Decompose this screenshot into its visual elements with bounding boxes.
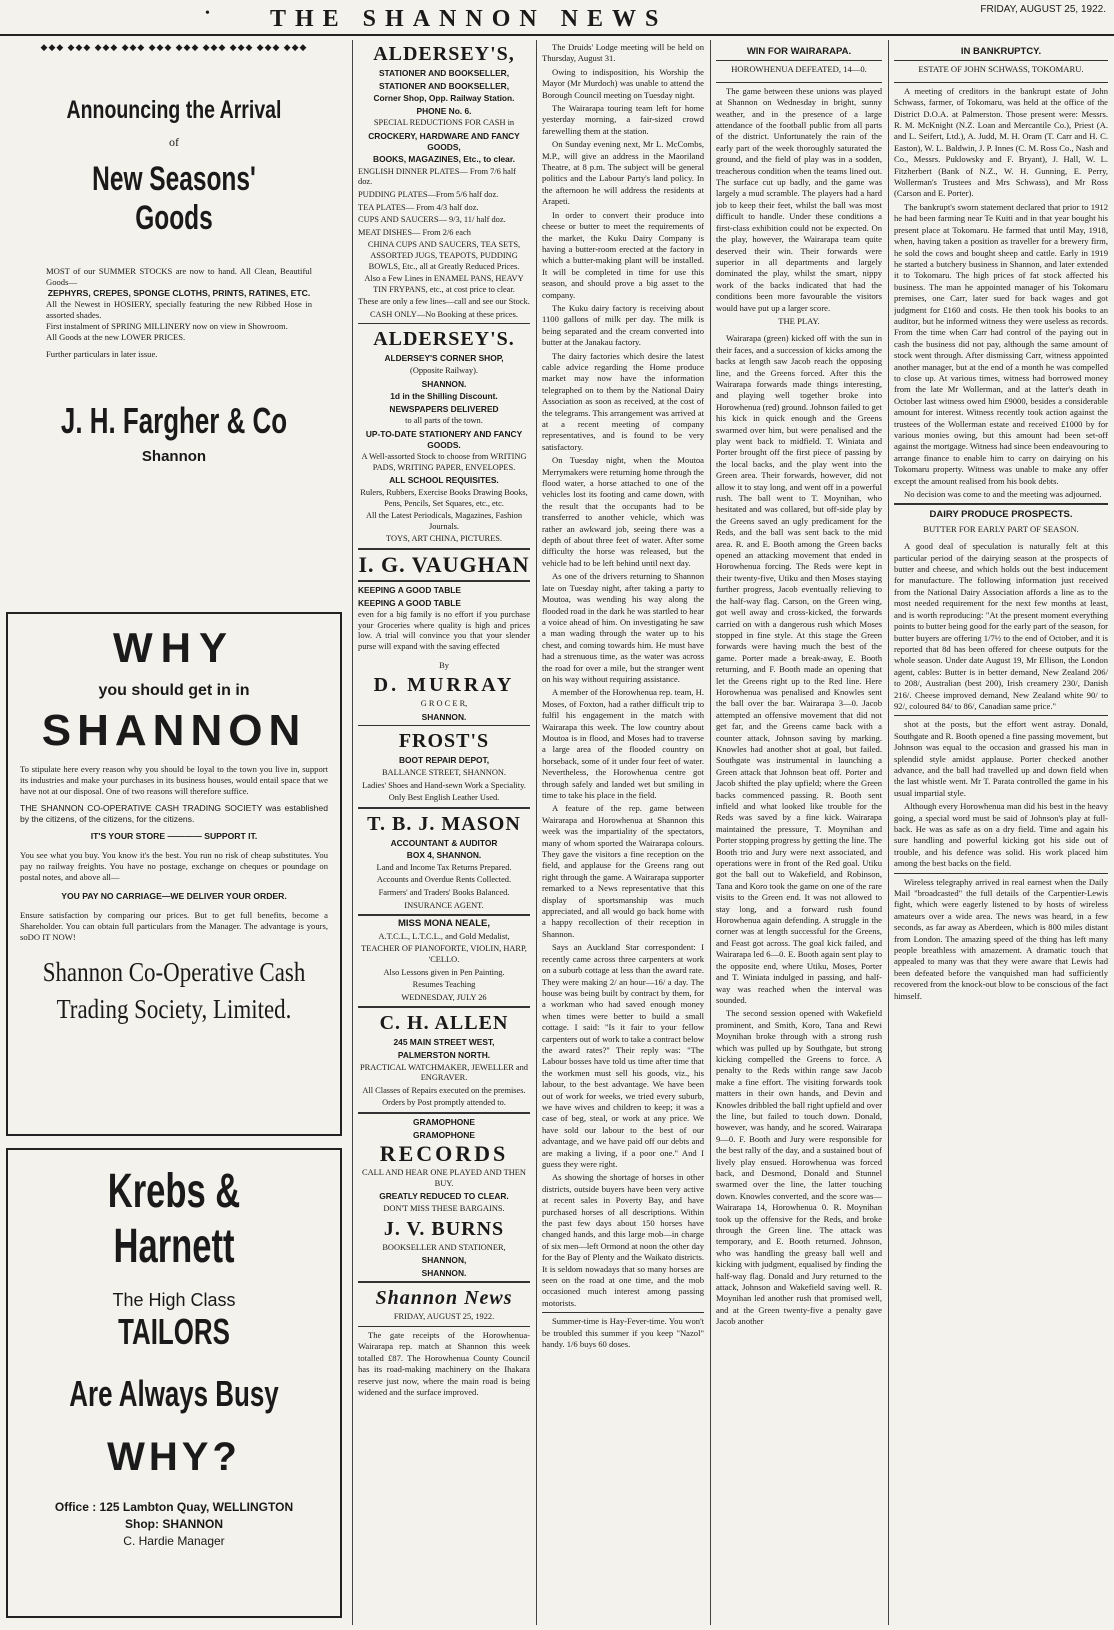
ad-line: GRAMOPHONE bbox=[413, 1116, 475, 1127]
ad-line: GREATLY REDUCED TO CLEAR. bbox=[379, 1191, 509, 1202]
news-paragraph: As showing the shortage of horses in other districts, outside buyers have been very active at recent sales in Poverty Bay, and have purchased horses of all descriptions. Within the past few days about 150 horses have changed hands, and this large mob—in charge of six men—left Ormond at noon the other day for the Bay of Plenty and the Waikato districts. It is seldom nowadays that so many horses are seen on the road at one time, and the mob occasioned much interest among passing motorists. bbox=[542, 1172, 704, 1308]
ad-line: All Classes of Repairs executed on the premises. bbox=[362, 1085, 526, 1095]
flag-date: FRIDAY, AUGUST 25, 1922. bbox=[393, 1312, 495, 1322]
article-subhead: THE PLAY. bbox=[778, 315, 820, 326]
krebs-line: The High Class bbox=[112, 1290, 236, 1310]
ad-line: CALL AND HEAR ONE PLAYED AND THEN BUY. bbox=[362, 1168, 526, 1188]
allen-name: C. H. ALLEN bbox=[379, 1012, 509, 1035]
ad-line: Also Lessons given in Pen Painting. bbox=[383, 967, 505, 977]
coop-para: You see what you buy. You know it's the best. You run no risk of cheap substitutes. You pay no railway freights. You have no postage, exchange on cheques or poundage on postal notes, and above all— bbox=[20, 850, 328, 882]
fargher-para: MOST of our SUMMER STOCKS are now to hand. All Clean, Beautiful Goods— bbox=[46, 266, 312, 287]
aldersey-name: ALDERSEY'S. bbox=[373, 328, 515, 351]
article-paragraph: A meeting of creditors in the bankrupt estate of John Schwass, farmer, of Tokomaru, was held at the office of the District D.O.A. at Palmerston. Those present were: Messrs. R. M. McKnight (N.Z. Loan and Mercantile Co.), Priest (A. and L. Seifert, Ltd.), A. Judd, M. H. Oram (T. Carr and H. C. Easton), W. L. Baldwin, J. P. Innes (C. M. Ross Co., Nash and Co., Messrs. Puklowsky and F. Bryant), J. Hall, W. L. Fitzherbert (Bank of N.Z., W. H. Gunning, E. Perry, Wollerman's Trustees and Mrs Schwass), and Mr Ross (Carson and E. Porter). bbox=[894, 85, 1108, 199]
fargher-headline-2: of bbox=[169, 135, 179, 149]
article-headline: WIN FOR WAIRARAPA. bbox=[746, 46, 852, 57]
article-subhead: HOROWHENUA DEFEATED, 14—0. bbox=[731, 64, 867, 75]
ornament-border: ◆◆◆ ◆◆◆ ◆◆◆ ◆◆◆ ◆◆◆ ◆◆◆ ◆◆◆ ◆◆◆ ◆◆◆ ◆◆◆ bbox=[40, 42, 308, 52]
ad-line: ALL SCHOOL REQUISITES. bbox=[389, 475, 499, 486]
ad-line: Only Best English Leather Used. bbox=[388, 793, 500, 803]
fargher-headline-1: Announcing the Arrival bbox=[66, 96, 282, 124]
fargher-town: Shannon bbox=[141, 448, 207, 465]
vaughan-name: I. G. VAUGHAN bbox=[358, 551, 530, 577]
ad-line: Corner Shop, Opp. Railway Station. bbox=[373, 93, 515, 104]
news-paragraph: As one of the drivers returning to Shannon late on Tuesday night, after taking a party to Moutoa, was wending his way along the flooded road in the dark he was startled to hear a voice ahead of him. On investigating he saw a man wading through the water up to his chest, and coming towards him. He must have had a strenuous time, as the water was across the road for over a mile, but the stranger went on his way without requiring assistance. bbox=[542, 571, 704, 684]
shannon-news-flag: Shannon News bbox=[375, 1287, 513, 1310]
ad-line: PHONE No. 6. bbox=[416, 105, 472, 116]
masthead-title: THE SHANNON NEWS bbox=[270, 6, 668, 32]
fargher-para: All Goods at the new LOWER PRICES. bbox=[46, 332, 186, 342]
ad-line: BOX 4, SHANNON. bbox=[406, 850, 482, 861]
coop-why: WHY bbox=[113, 624, 235, 671]
ad-line: SHANNON, bbox=[421, 1255, 467, 1266]
coop-para: THE SHANNON CO-OPERATIVE CASH TRADING SOCIETY was established by the citizens, of the citizens, for the citizens. bbox=[20, 803, 328, 824]
ad-line: Farmers' and Traders' Books Balanced. bbox=[378, 888, 510, 898]
news-paragraph: Summer-time is Hay-Fever-time. You won't be troubled this summer if you keep "Nazol" handy. 1/6 buys 60 doses. bbox=[542, 1316, 704, 1350]
coop-para: IT'S YOUR STORE ———— SUPPORT IT. bbox=[90, 831, 258, 841]
fargher-para: All the Newest in HOSIERY, specially featuring the new Ribbed Hose in assorted shades. bbox=[46, 299, 312, 320]
article-subhead: BUTTER FOR EARLY PART OF SEASON. bbox=[923, 523, 1079, 534]
article-paragraph: A good deal of speculation is naturally felt at this particular period of the dairying season at the prospects of butter and cheese, and which holds out the best inducement for manufacture. The following information just received from the National Dairy Association affords a line as to the most needed requirement for the next few months at least, and is worth reproducing: "At the present moment everything points to butter being good for the early part of the season, for butter buyers are offering 1/7½ to the end of October, and it is reported that 8d has been offered for cheese outputs for the whole season. Under date August 19, Mr Ellison, the London agent, cables: Butter is in better demand, New Zealand 206/ to 208/, Australian (best 200), Irish creamery 230/, Danish 216/. Cheese improved demand, New Zealand white 90/ to 92/, coloured 84/ to 86/, Canadian same price." bbox=[894, 541, 1108, 711]
ad-line: even for a big family is no effort if you purchase your Groceries where quality is high and prices low. A trial will convince you that your slender purse will expand with the saving effected bbox=[358, 610, 530, 651]
ad-line: Also a Few Lines in ENAMEL PANS, HEAVY TIN FRYPANS, etc., at cost price to clear. bbox=[364, 274, 524, 294]
ad-line: PUDDING PLATES—From 5/6 half doz. bbox=[358, 189, 499, 199]
news-paragraph: The gate receipts of the Horowhenua-Wairarapa rep. match at Shannon this week totalled £87. The Horowhenua County Council has its road-making machinery on the Ihakara reserve just now, where the main road is being widened and the surface improved. bbox=[358, 1329, 530, 1397]
ad-line: STATIONER AND BOOKSELLER, bbox=[378, 80, 510, 91]
ad-line: CASH ONLY—No Booking at these prices. bbox=[369, 309, 519, 319]
ad-line: 245 MAIN STREET WEST, bbox=[393, 1037, 495, 1048]
ad-line: PALMERSTON NORTH. bbox=[397, 1050, 491, 1060]
news-paragraph: On Tuesday night, when the Moutoa Merrymakers were returning home through the flood water, a horse attached to one of the vehicles lost its footing and came down, with the result that the occupants had to be transferred to another vehicle, which was rather an awkward job, seeing there was a depth of about three feet of water. After some difficulty the horse was released, but the vehicle had to be left behind until next day. bbox=[542, 455, 704, 568]
coop-advert bbox=[6, 612, 342, 1136]
article-paragraph: The bankrupt's sworn statement declared that prior to 1912 he had been farming near Te Kuiti and in that year bought his present place at Tokomaru. He farmed that until May, 1918, when, having taken a position as traveller for a brewery firm, he sold the cows and bought sheep and cattle. Early in 1919 he started a butchery business in Shannon, and later extended it to Tokomaru. The high prices of fat stock affected his business. The man he appointed manager of his Tokomaru premises, one Carr, later sued for back wages and got judgment for £160 and costs. He then took his books to an auditor, but he informed witness they were useless as records. From the time when Carr had control of the paying out in cash the business did not pay, although the same amount of stock went through. After dismissing Carr, witness appointed another manager, but at the end of a month he was compelled to close up. At various times, witness had borrowed money from the late Mr Wollerman, and at the latter's death in October last witness owed him £9000, besides a considerable amount for interest. Witness recently took action against the trustees of the Wollerman estate and received £1000 by for various monies owing, but this amount had been set-off against the mortgage. Witness had since been endeavouring to arrange finance to enable him to carry on dairying on his Tokomaru property. Witness was unable to make any offer except the amount realised from his book debts. bbox=[894, 201, 1108, 486]
krebs-manager: C. Hardie Manager bbox=[123, 1534, 225, 1548]
ad-line: TEACHER OF PIANOFORTE, VIOLIN, HARP, 'CELLO. bbox=[361, 944, 527, 965]
ad-line: ALDERSEY'S CORNER SHOP, bbox=[384, 353, 504, 364]
ad-line: BOOKSELLER AND STATIONER, bbox=[382, 1242, 506, 1252]
ad-line: ENGLISH DINNER PLATES— From 7/6 half doz. bbox=[358, 166, 516, 187]
ad-line: TOYS, ART CHINA, PICTURES. bbox=[386, 534, 502, 544]
krebs-line: Are Always Busy bbox=[69, 1373, 279, 1414]
article-paragraph: Wireless telegraphy arrived in real earnest when the Daily Mail "broadcasted" the full details of the Carpentier-Lewis fight, which were eagerly listened to by hosts of wireless amateurs over a wide area. The news was heard, in a few seconds, as far away as Aberdeen, which is 800 miles distant from London. The amazing speed of the thing has left many people breathless with amazement. A dramatic touch that appealed to many was that they were aware that Lewis had been defeated before the vanquished man had sufficiently recovered from the knock-out blow to be conscious of the fact himself. bbox=[894, 876, 1108, 1001]
ad-line: (Opposite Railway). bbox=[410, 366, 478, 376]
football-column bbox=[716, 42, 882, 1626]
krebs-why: WHY? bbox=[107, 1435, 241, 1479]
records-heading: RECORDS bbox=[379, 1141, 509, 1167]
news-paragraph: A member of the Horowhenua rep. team, H. Moses, of Foxton, had a rather difficult trip to fulfil his engagement in the match with Wairarapa this week. The low country about Moutoa is in flood, and Moses had to traverse a large area of the flooded country on horseback, some of it under four feet of water. Nevertheless, the Horowhenua centre got through safely and landed wet but smiling in time to take his place in the field. bbox=[542, 687, 704, 800]
fargher-name: J. H. Fargher & Co bbox=[60, 400, 288, 441]
ad-line: 1d in the Shilling Discount. bbox=[390, 391, 498, 402]
ad-line: Resumes Teaching bbox=[412, 980, 476, 990]
article-paragraph: The game between these unions was played at Shannon on Wednesday in bright, sunny weather, and in the presence of a large attendance of the football public from all parts of the district. Unfortunately the rain of the early part of the week thoroughly saturated the ground, and the field of play was in a sodden, treacherous condition when the teams lined out. The surface cut up badly, and the game was largely a mud scramble. The players had a hard job to keep their feet, whilst the ball was most difficult to handle. Under these conditions a first-class exhibition could not be expected. On the play, however, the Wairarapa team quite deserved their win. Their forwards were superior in all departments and largely dominated the play, whilst the smart, nippy work of the backs indicated that had the conditions been more favourable the visitors would have put up a larger score. bbox=[716, 85, 882, 313]
ad-line: CUPS AND SAUCERS— 9/3, 11/ half doz. bbox=[358, 215, 506, 225]
column-rule bbox=[536, 40, 537, 1625]
murray-name: D. MURRAY bbox=[373, 674, 515, 697]
ad-line: SPECIAL REDUCTIONS FOR CASH in bbox=[373, 118, 515, 128]
coop-para: Ensure satisfaction by comparing our prices. But to get full benefits, become a Shareholder. You can obtain full particulars from the Manager. The advantage is yours, soDO IT NOW! bbox=[20, 910, 328, 942]
news-paragraph: The Kuku dairy factory is receiving about 1100 gallons of milk per day. The milk is being separated and the cream converted into butter at the Janakau factory. bbox=[542, 302, 704, 348]
ad-line: All the Latest Periodicals, Magazines, Fashion Journals. bbox=[365, 511, 523, 531]
ad-line: CROCKERY, HARDWARE AND FANCY GOODS, bbox=[368, 130, 520, 152]
fargher-para: First instalment of SPRING MILLINERY now on view in Showroom. bbox=[46, 321, 288, 331]
krebs-tailors: TAILORS bbox=[118, 1311, 230, 1352]
small-ads-column bbox=[358, 42, 530, 1626]
ad-line: Ladies' Shoes and Hand-sewn Work a Speciality. bbox=[362, 780, 526, 790]
news-column bbox=[542, 42, 704, 1626]
article-paragraph: Wairarapa (green) kicked off with the sun in their faces, and a succession of kicks among the backs at length saw Jacob reach the opposing line, and the Greens forced. After this the Wairarapa forwards made things interesting, and playing well together broke into Horowhenua (red) ground. Johnson failed to get his kick in quick enough and the Greens swarmed over him, but were penalised and the play went back to midfield. T. Winiata and Porter brought off the first piece of passing by the local backs, and the play went into the Green area. Their forwards, however, did not allow it to stay long, and went off in a powerful rush. The ball went to T. Moynihan, who hesitated and was collared, but off-side play by the Greens saved an ugly predicament for the Reds, and the ball was sent back to the mid area. R. and E. Booth among the Green backs opened an attacking movement that ended in Horowhenua forcing. The Reds were kept in their twenty-five, Utiku and then Moses staying further progress, Jacob eventually relieving to the half-way flag. Carson, on the Green wing, got well away and cross-kicked, the forwards carried on with a dangerous rush which Moses stopped in fine style. At this stage the Green forwards were having much the best of the game. Porter made a break-away, E. Booth returning, and F. Booth made an opening that let the Greens right up to the Red line. Here Horowhenua was penalised and Knowles sent the ball over the bar. Wairarapa 3—0. Jacob attempted an offensive movement that did not get far, and the Greens came back with a counter attack, Johnson saving by marking. Knowles had another shot at goal, but failed. Southgate was instrumental in launching a Green attack that Johnson beat off. Porter and Jacob shifted the play upfield; where the Green backs commenced passing. R. Booth sent infield and what looked like trouble for the Reds was saved by a fine kick. Wairarapa maintained the pressure, T. Moynihan and Porter stopping progress by getting the line. The Booth trio and Jury were next associated, and operations were in front of the Red goal. Utiku got the ball out to Wakefield, and Robinson, Tana and Koro took the game on one of the rare visits to the Green end. It was not allowed to stay long, and a forward rush found Horowhenua again defending. A struggle in the corner was at length successful for the Greens, and Feast got across. The goal kick failed, and Wairarapa led 6—0. E. Booth again sent play to the opposite end, where Utiku, Moses, Porter and T. Winiata indulged in passing, and half-way was reached when the interval was sounded. bbox=[716, 333, 882, 1005]
article-paragraph: The second session opened with Wakefield prominent, and Smith, Koro, Tana and Rewi Moynihan broke through with a strong rush which was pulled up by Southgate, but strong kicking compelled the Greens to force. A penalty to the Reds within range saw Jacob make a fine effort. The visiting forwards took matters in their own hands, and Devin and Knowles dribbled the ball right upfield and over the line, but failed to touch down. Donald, however, was handy, and he scored. Wairarapa 9—0. F. Booth and Jury were responsible for the best rally of the day, and a sustained bout of lively play ensued. Horowhenua was forced back, and Desmond, Donald and Stunnel swarmed over the line, the latter touching down. Knowles converted, and the score was—Wairarapa 14, Horowhenua 0. R. Moynihan took up the offensive for the Reds, and broke through the Green line. The attack was temporary, and E. Booth returned. Johnson, who was handling the greasy ball well and kicking with judgment, equalised by finding the half-way flag. Donald and Jury returned to the attack, Johnson and Wakefield saving well. R. Moynihan led another rush that promised well, and at the Green twenty-five a penalty gave Jacob another bbox=[716, 1008, 882, 1327]
ad-line: NEWSPAPERS DELIVERED bbox=[389, 403, 499, 414]
ad-line: Accounts and Overdue Rents Collected. bbox=[376, 875, 512, 885]
krebs-office: Office : 125 Lambton Quay, WELLINGTON bbox=[54, 1500, 294, 1514]
aldersey-name: ALDERSEY'S, bbox=[373, 43, 515, 65]
ad-line: WEDNESDAY, JULY 26 bbox=[401, 992, 487, 1002]
ad-line: BOOT REPAIR DEPOT, bbox=[398, 755, 490, 766]
masthead-date: FRIDAY, AUGUST 25, 1922. bbox=[980, 4, 1106, 15]
krebs-advert bbox=[6, 1148, 342, 1618]
fargher-para: Further particulars in later issue. bbox=[46, 349, 158, 359]
ad-line: A Well-assorted Stock to choose from WRITING PADS, WRITING PAPER, ENVELOPES. bbox=[361, 452, 527, 472]
krebs-shop: Shop: SHANNON bbox=[125, 1517, 223, 1531]
ad-line: G R O C E R, bbox=[420, 699, 468, 709]
news-paragraph: In order to convert their produce into cheese or butter to meet the requirements of the market, the Kuku Dairy Company is having a butter-room erected at the factory in which a butter-making plant will be installed. It will be completed in time for use this season, and should prove a big asset to the company. bbox=[542, 209, 704, 300]
ad-line: These are only a few lines—call and see our Stock. bbox=[358, 297, 530, 307]
ad-line: KEEPING A GOOD TABLE bbox=[358, 597, 461, 608]
coop-name-2: Trading Society, Limited. bbox=[56, 994, 292, 1024]
ad-line: Land and Income Tax Returns Prepared. bbox=[376, 862, 512, 872]
burns-name: J. V. BURNS bbox=[383, 1217, 505, 1240]
news-paragraph: The Druids' Lodge meeting will be held on Thursday, August 31. bbox=[542, 42, 704, 64]
ad-line: SHANNON. bbox=[421, 1267, 467, 1278]
bankruptcy-column bbox=[894, 42, 1108, 1626]
masthead-ornament: • bbox=[205, 6, 210, 21]
ad-line: DON'T MISS THESE BARGAINS. bbox=[383, 1203, 505, 1213]
article-paragraph: No decision was come to and the meeting was adjourned. bbox=[904, 489, 1102, 500]
ad-line: BOOKS, MAGAZINES, Etc., to clear. bbox=[373, 154, 515, 165]
ad-line: to all parts of the town. bbox=[405, 416, 483, 426]
ad-line: STATIONER AND BOOKSELLER, bbox=[378, 68, 510, 78]
column-rule bbox=[710, 40, 711, 1625]
ad-line: KEEPING A GOOD TABLE bbox=[358, 584, 461, 595]
ad-line: A.T.C.L., L.T.C.L., and Gold Medalist, bbox=[378, 931, 510, 941]
ad-line: CHINA CUPS AND SAUCERS, TEA SETS, ASSORTED JUGS, TEAPOTS, PUDDING BOWLS, Etc., all at Greatly Reduced Prices. bbox=[367, 240, 521, 271]
coop-shannon: SHANNON bbox=[41, 706, 307, 755]
ad-line: ACCOUNTANT & AUDITOR bbox=[390, 837, 498, 848]
article-headline: DAIRY PRODUCE PROSPECTS. bbox=[929, 509, 1073, 521]
ad-line: TEA PLATES— From 4/3 half doz. bbox=[358, 202, 479, 212]
column-rule bbox=[888, 40, 889, 1625]
coop-para: YOU PAY NO CARRIAGE—WE DELIVER YOUR ORDER. bbox=[61, 891, 287, 901]
news-paragraph: A feature of the rep. game between Wairarapa and Horowhenua at Shannon this week was the impartiality of the spectators, many of whom sported the Wairarapa colours. They gave the visitors a fine reception on the field, and applause for the Greens rang out right through the game. A Wairarapa supporter remarked to a News representative that this display of sportsmanship was much appreciated, and all would go back home with a happy recollection of their reception in Shannon. bbox=[542, 803, 704, 939]
news-paragraph: Owing to indisposition, his Worship the Mayor (Mr Murdoch) was unable to attend the Borough Council meeting on Tuesday night. bbox=[542, 66, 704, 100]
ad-line: PRACTICAL WATCHMAKER, JEWELLER and ENGRAVER. bbox=[360, 1062, 528, 1083]
fargher-para: ZEPHYRS, CREPES, SPONGE CLOTHS, PRINTS, RATINES, ETC. bbox=[47, 288, 311, 298]
article-paragraph: Although every Horowhenua man did his best in the heavy going, a special word must be said of Johnson's play at full-back. He was as safe as on a dry field. Time and again his sure handling and powerful kicking got his side out of trouble, and his defence was solid. His work placed him among the best backs on the field. bbox=[894, 801, 1108, 869]
article-headline: IN BANKRUPTCY. bbox=[960, 46, 1042, 57]
column-rule bbox=[352, 40, 353, 1625]
ad-line: Rulers, Rubbers, Exercise Books Drawing Books, Pens, Pencils, Set Squares, etc., etc. bbox=[360, 488, 528, 508]
mason-name: T. B. J. MASON bbox=[367, 812, 521, 835]
ad-line: Orders by Post promptly attended to. bbox=[382, 1098, 506, 1108]
ad-line: GRAMOPHONE bbox=[413, 1129, 475, 1140]
ad-line: SHANNON. bbox=[421, 711, 467, 722]
ad-line: By bbox=[439, 660, 449, 670]
news-paragraph: The Wairarapa touring team left for home yesterday morning, a fair-sized crowd farewelling them at the station. bbox=[542, 103, 704, 136]
ad-line: BALLANCE STREET, SHANNON. bbox=[381, 767, 507, 777]
ad-line: INSURANCE AGENT. bbox=[404, 900, 484, 910]
neale-name: MISS MONA NEALE, bbox=[397, 918, 490, 930]
coop-para: To stipulate here every reason why you should be loyal to the town you live in, support its industries and make your purchases in its business houses, would entail space that we have not at our disposal. One of two reasons will therefore suffice. bbox=[20, 764, 328, 796]
ad-line: SHANNON. bbox=[421, 378, 467, 389]
krebs-name: Krebs & Harnett bbox=[107, 1165, 241, 1273]
article-subhead: ESTATE OF JOHN SCHWASS, TOKOMARU. bbox=[918, 64, 1084, 75]
news-paragraph: The dairy factories which desire the latest cable advice regarding the Home produce market may now have the information telegraphed on to them by the National Dairy Association as soon as received, at the cost of the telegrams. This arrangement was arrived at at a recent meeting of company representatives, and is found to be very satisfactory. bbox=[542, 350, 704, 452]
ad-line: MEAT DISHES— From 2/6 each bbox=[358, 227, 471, 237]
article-paragraph: shot at the posts, but the effort went astray. Donald, Southgate and R. Booth opened a fine passing movement, but Johnson was equal to the occasion and grassed his man in splendid style amidst applause. Porter checked another advance, and the ball had travelled up and down field when the last whistle went. Mr T. Parata controlled the game in his usual impartial style. bbox=[894, 719, 1108, 798]
fargher-headline-3: New Seasons' Goods bbox=[92, 160, 256, 237]
ad-line: UP-TO-DATE STATIONERY AND FANCY GOODS. bbox=[365, 429, 523, 450]
news-paragraph: Says an Auckland Star correspondent: I recently came across three carpenters at work on a suburb cottage at less than the award rate. They were making 2/ an hour—16/ a day. The house was being built by contract by them, for a workman who had saved enough money when times were better to build a small cottage. I said: "Is it fair to your fellow carpenters out of work to take a contract below the award rates?" Their reply was: "The Labour bosses have told us time after time that the workmen must sell his goods, viz., his labour, to the best advantage. We have been out of work for weeks, we tried every suburb, we have wives and children to keep; it was a case of beg, steal, or work at any price. We have sold our labour to the best of our advantage, and we have paid off our debts and are making a living, if a poor one." And I guess they were right. bbox=[542, 942, 704, 1169]
news-paragraph: On Sunday evening next, Mr L. McCombs, M.P., will give an address in the Maoriland Theatre, at 8 p.m. The subject will be general politics and the Labour Party's land policy. In the afternoon he will address the residents at Arapeti. bbox=[542, 139, 704, 207]
frost-name: FROST'S bbox=[398, 730, 490, 753]
fargher-advert bbox=[6, 56, 342, 596]
coop-name-1: Shannon Co-Operative Cash bbox=[42, 957, 306, 987]
coop-line2: you should get in in bbox=[98, 682, 250, 699]
